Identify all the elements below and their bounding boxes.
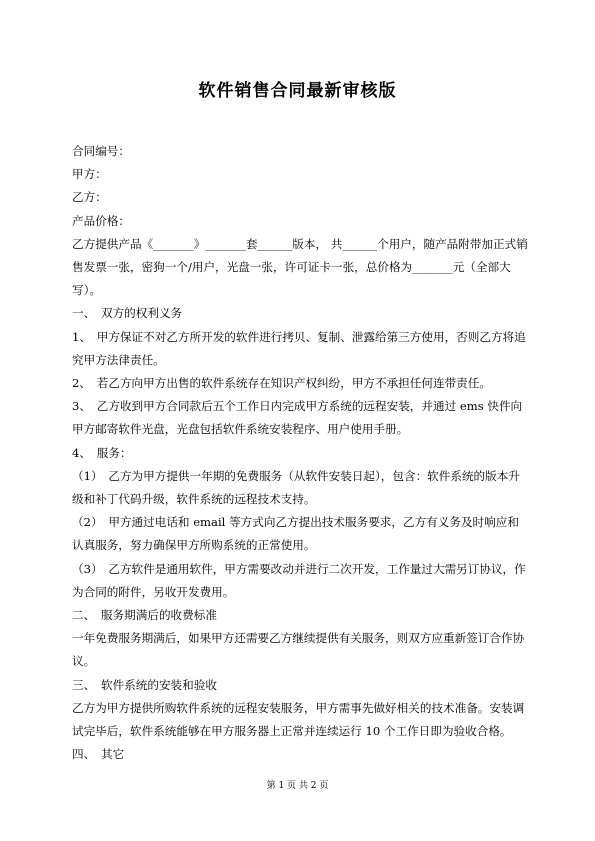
contract-number-line: 合同编号： — [72, 144, 130, 158]
installation-paragraph: 乙方为甲方提供所购软件系统的远程安装服务，甲方需事先做好相关的技术准备。安装调试完毕后，软件系统能够在甲方服务器上正常并连续运行 10 个工作日即为验收合格。 — [72, 700, 525, 739]
page-footer: 第 1 页 共 2 页 — [266, 781, 329, 791]
clause-2: 2、 若乙方向甲方出售的软件系统存在知识产权纠纷，甲方不承担任何连带责任。 — [72, 376, 491, 391]
party-a-line: 甲方： — [72, 167, 107, 182]
clause-4: 4、 服务： — [72, 445, 132, 460]
clause-1: 1、 甲方保证不对乙方所开发的软件进行拷贝、复制、泄露给第三方使用，否则乙方将追究甲方法律责任。 — [72, 329, 526, 367]
document-title: 软件销售合同最新审核版 — [198, 81, 397, 101]
section-heading-rights: 一、 双方的权利义务 — [72, 306, 183, 321]
section-heading-fees: 二、 服务期满后的收费标准 — [72, 608, 217, 623]
section-heading-installation: 三、 软件系统的安装和验收 — [72, 677, 217, 692]
contract-body — [72, 140, 530, 766]
fees-paragraph: 一年免费服务期满后，如果甲方还需要乙方继续提供有关服务，则双方应重新签订合作协议。 — [72, 631, 525, 669]
service-item-2: （2） 甲方通过电话和 email 等方式向乙方提出技术服务要求，乙方有义务及时响应和认真服务，努力确保甲方所购系统的正常使用。 — [72, 515, 519, 553]
product-offer-paragraph: 乙方提供产品《_______》_______套______版本， 共______个用户，随产品附带加正式销售发票一张，密狗一个/用户，光盘一张，许可证卡一张，总价格为_______元（全部大写）。 — [72, 236, 528, 298]
section-heading-other: 四、 其它 — [72, 747, 125, 762]
product-price-line: 产品价格： — [72, 213, 130, 228]
service-item-1: （1） 乙方为甲方提供一年期的免费服务（从软件安装日起），包含：软件系统的版本升级和补丁代码升级，软件系统的远程技术支持。 — [72, 468, 520, 507]
service-item-3: （3） 乙方软件是通用软件，甲方需要改动并进行二次开发，工作量过大需另订协议，作为合同的附件，另收开发费用。 — [72, 561, 526, 599]
party-b-line: 乙方： — [72, 190, 107, 205]
clause-3: 3、 乙方收到甲方合同款后五个工作日内完成甲方系统的远程安装，并通过 ems 快件向甲方邮寄软件光盘，光盘包括软件系统安装程序、用户使用手册。 — [72, 399, 523, 437]
